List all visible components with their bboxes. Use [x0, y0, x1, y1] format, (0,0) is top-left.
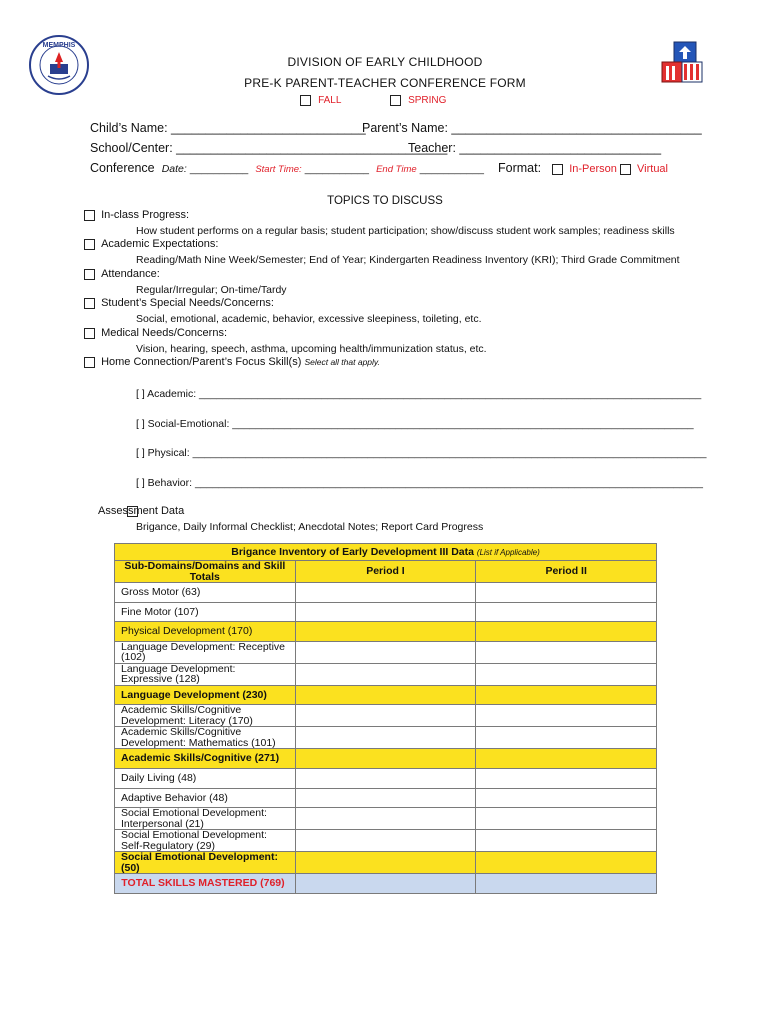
period1-cell[interactable]	[295, 808, 476, 830]
spring-option[interactable]	[390, 94, 446, 106]
table-row	[115, 622, 657, 642]
topic-title: Academic Expectations:	[101, 238, 219, 250]
row-label: Physical Development (170)	[115, 622, 296, 642]
period2-cell[interactable]	[476, 602, 657, 622]
row-label: Social Emotional Development: (50)	[115, 852, 296, 874]
topic-inclass	[84, 209, 189, 221]
period2-cell[interactable]	[476, 705, 657, 727]
focus-social-emotional[interactable]: [ ] Social-Emotional: _______________________________________________________________________________	[136, 418, 694, 430]
table-row	[115, 768, 657, 788]
table-row	[115, 663, 657, 685]
topic-detail: Reading/Math Nine Week/Semester; End of Year; Kindergarten Readiness Inventory (KRI); Third Grade Commitment	[136, 254, 680, 266]
parents-name-field[interactable]: Parent’s Name: ____________________________________	[362, 121, 702, 135]
table-row	[115, 641, 657, 663]
topics-heading: TOPICS TO DISCUSS	[327, 195, 443, 207]
period1-cell[interactable]	[295, 768, 476, 788]
fall-label: FALL	[318, 95, 342, 106]
topic-checkbox[interactable]	[84, 269, 95, 280]
period2-cell[interactable]	[476, 583, 657, 603]
topic-checkbox[interactable]	[84, 298, 95, 309]
end-time-label: End Time	[376, 164, 417, 175]
row-label: Social Emotional Development: Interpersonal (21)	[115, 808, 296, 830]
period2-cell[interactable]	[476, 830, 657, 852]
form-title: PRE-K PARENT-TEACHER CONFERENCE FORM	[244, 76, 526, 90]
topic-title: Home Connection/Parent’s Focus Skill(s)	[101, 356, 302, 368]
svg-text:MEMPHIS: MEMPHIS	[42, 42, 76, 49]
spring-checkbox[interactable]	[390, 95, 401, 106]
table-row	[115, 788, 657, 808]
col-header-domains: Sub-Domains/Domains and Skill Totals	[115, 561, 296, 583]
topic-checkbox[interactable]	[84, 210, 95, 221]
period2-cell[interactable]	[476, 727, 657, 749]
virtual-checkbox[interactable]	[620, 164, 631, 175]
topic-medical	[84, 327, 227, 339]
total-label: TOTAL SKILLS MASTERED (769)	[115, 874, 296, 894]
table-row	[115, 727, 657, 749]
row-label: Daily Living (48)	[115, 768, 296, 788]
row-label: Gross Motor (63)	[115, 583, 296, 603]
period2-cell[interactable]	[476, 685, 657, 705]
table-title-note: (List if Applicable)	[476, 547, 540, 557]
table-row	[115, 685, 657, 705]
table-header-row	[115, 561, 657, 583]
total-period1-cell[interactable]	[295, 874, 476, 894]
fall-option[interactable]	[300, 94, 341, 106]
school-center-field[interactable]: School/Center: _______________________________________	[90, 141, 448, 155]
topic-special-needs	[84, 297, 274, 309]
format-row	[498, 161, 668, 175]
date-label: Date:	[161, 163, 187, 175]
date-line[interactable]: __________	[189, 163, 249, 175]
topic-title: In-class Progress:	[101, 209, 190, 221]
topic-home-connection	[84, 356, 380, 368]
table-title	[115, 544, 657, 561]
childs-name-field[interactable]: Child’s Name: ____________________________	[90, 121, 366, 135]
table-row	[115, 749, 657, 769]
period1-cell[interactable]	[295, 663, 476, 685]
row-label: Social Emotional Development: Self-Regulatory (29)	[115, 830, 296, 852]
period2-cell[interactable]	[476, 749, 657, 769]
row-label: Language Development (230)	[115, 685, 296, 705]
topic-checkbox[interactable]	[84, 239, 95, 250]
row-label: Language Development: Expressive (128)	[115, 663, 296, 685]
topic-title: Student’s Special Needs/Concerns:	[101, 297, 274, 309]
assessment-checkbox[interactable]	[127, 506, 138, 517]
table-row	[115, 583, 657, 603]
total-period2-cell[interactable]	[476, 874, 657, 894]
topic-title: Attendance:	[101, 268, 160, 280]
table-title-row	[115, 544, 657, 561]
assessment-row	[98, 505, 184, 517]
topic-title: Medical Needs/Concerns:	[101, 327, 228, 339]
start-time-label: Start Time:	[255, 164, 302, 175]
period1-cell[interactable]	[295, 749, 476, 769]
topic-detail: Regular/Irregular; On-time/Tardy	[136, 284, 287, 296]
conference-label: Conference	[90, 161, 155, 175]
row-label: Academic Skills/Cognitive Development: Literacy (170)	[115, 705, 296, 727]
table-title-text: Brigance Inventory of Early Development III Data	[231, 545, 474, 558]
col-header-period2: Period II	[476, 561, 657, 583]
table-total-row	[115, 874, 657, 894]
period1-cell[interactable]	[295, 685, 476, 705]
row-label: Language Development: Receptive (102)	[115, 641, 296, 663]
col-header-period1: Period I	[295, 561, 476, 583]
focus-behavior[interactable]: [ ] Behavior: _______________________________________________________________________________________	[136, 477, 703, 489]
format-label: Format:	[498, 161, 542, 175]
topic-detail: Social, emotional, academic, behavior, excessive sleepiness, toileting, etc.	[136, 313, 482, 325]
period2-cell[interactable]	[476, 788, 657, 808]
period1-cell[interactable]	[295, 705, 476, 727]
topic-detail: How student performs on a regular basis; student participation; show/discuss student work samples; readiness skills	[136, 225, 675, 237]
in-person-label: In-Person	[569, 163, 617, 175]
focus-academic[interactable]: [ ] Academic: ______________________________________________________________________________________	[136, 388, 702, 400]
topic-attendance	[84, 268, 160, 280]
focus-physical[interactable]: [ ] Physical: ________________________________________________________________________________________	[136, 447, 707, 459]
row-label: Fine Motor (107)	[115, 602, 296, 622]
teacher-field[interactable]: Teacher: _____________________________	[408, 141, 662, 155]
period2-cell[interactable]	[476, 852, 657, 874]
topic-note: Select all that apply.	[304, 357, 380, 367]
topic-detail: Vision, hearing, speech, asthma, upcoming health/immunization status, etc.	[136, 343, 487, 355]
period2-cell[interactable]	[476, 641, 657, 663]
conference-row	[90, 161, 484, 175]
period1-cell[interactable]	[295, 830, 476, 852]
period1-cell[interactable]	[295, 641, 476, 663]
period1-cell[interactable]	[295, 602, 476, 622]
table-row	[115, 705, 657, 727]
assessment-detail: Brigance, Daily Informal Checklist; Anecdotal Notes; Report Card Progress	[136, 521, 484, 533]
table-body	[115, 583, 657, 874]
period1-cell[interactable]	[295, 583, 476, 603]
virtual-label: Virtual	[637, 163, 668, 175]
fall-checkbox[interactable]	[300, 95, 311, 106]
table-row	[115, 602, 657, 622]
division-title: DIVISION OF EARLY CHILDHOOD	[287, 55, 483, 69]
period1-cell[interactable]	[295, 788, 476, 808]
period2-cell[interactable]	[476, 808, 657, 830]
end-time-line[interactable]: ___________	[419, 163, 484, 175]
table-row	[115, 852, 657, 874]
period1-cell[interactable]	[295, 852, 476, 874]
table-row	[115, 830, 657, 852]
topic-academic	[84, 238, 218, 250]
row-label: Academic Skills/Cognitive Development: Mathematics (101)	[115, 727, 296, 749]
in-person-checkbox[interactable]	[552, 164, 563, 175]
brigance-table	[114, 543, 657, 894]
topic-checkbox[interactable]	[84, 328, 95, 339]
table-row	[115, 808, 657, 830]
row-label: Adaptive Behavior (48)	[115, 788, 296, 808]
period2-cell[interactable]	[476, 663, 657, 685]
period2-cell[interactable]	[476, 622, 657, 642]
row-label: Academic Skills/Cognitive (271)	[115, 749, 296, 769]
period1-cell[interactable]	[295, 622, 476, 642]
period1-cell[interactable]	[295, 727, 476, 749]
topic-checkbox[interactable]	[84, 357, 95, 368]
assessment-label: Assessment Data	[98, 505, 185, 517]
period2-cell[interactable]	[476, 768, 657, 788]
spring-label: SPRING	[408, 95, 447, 106]
start-time-line[interactable]: ___________	[304, 163, 370, 175]
